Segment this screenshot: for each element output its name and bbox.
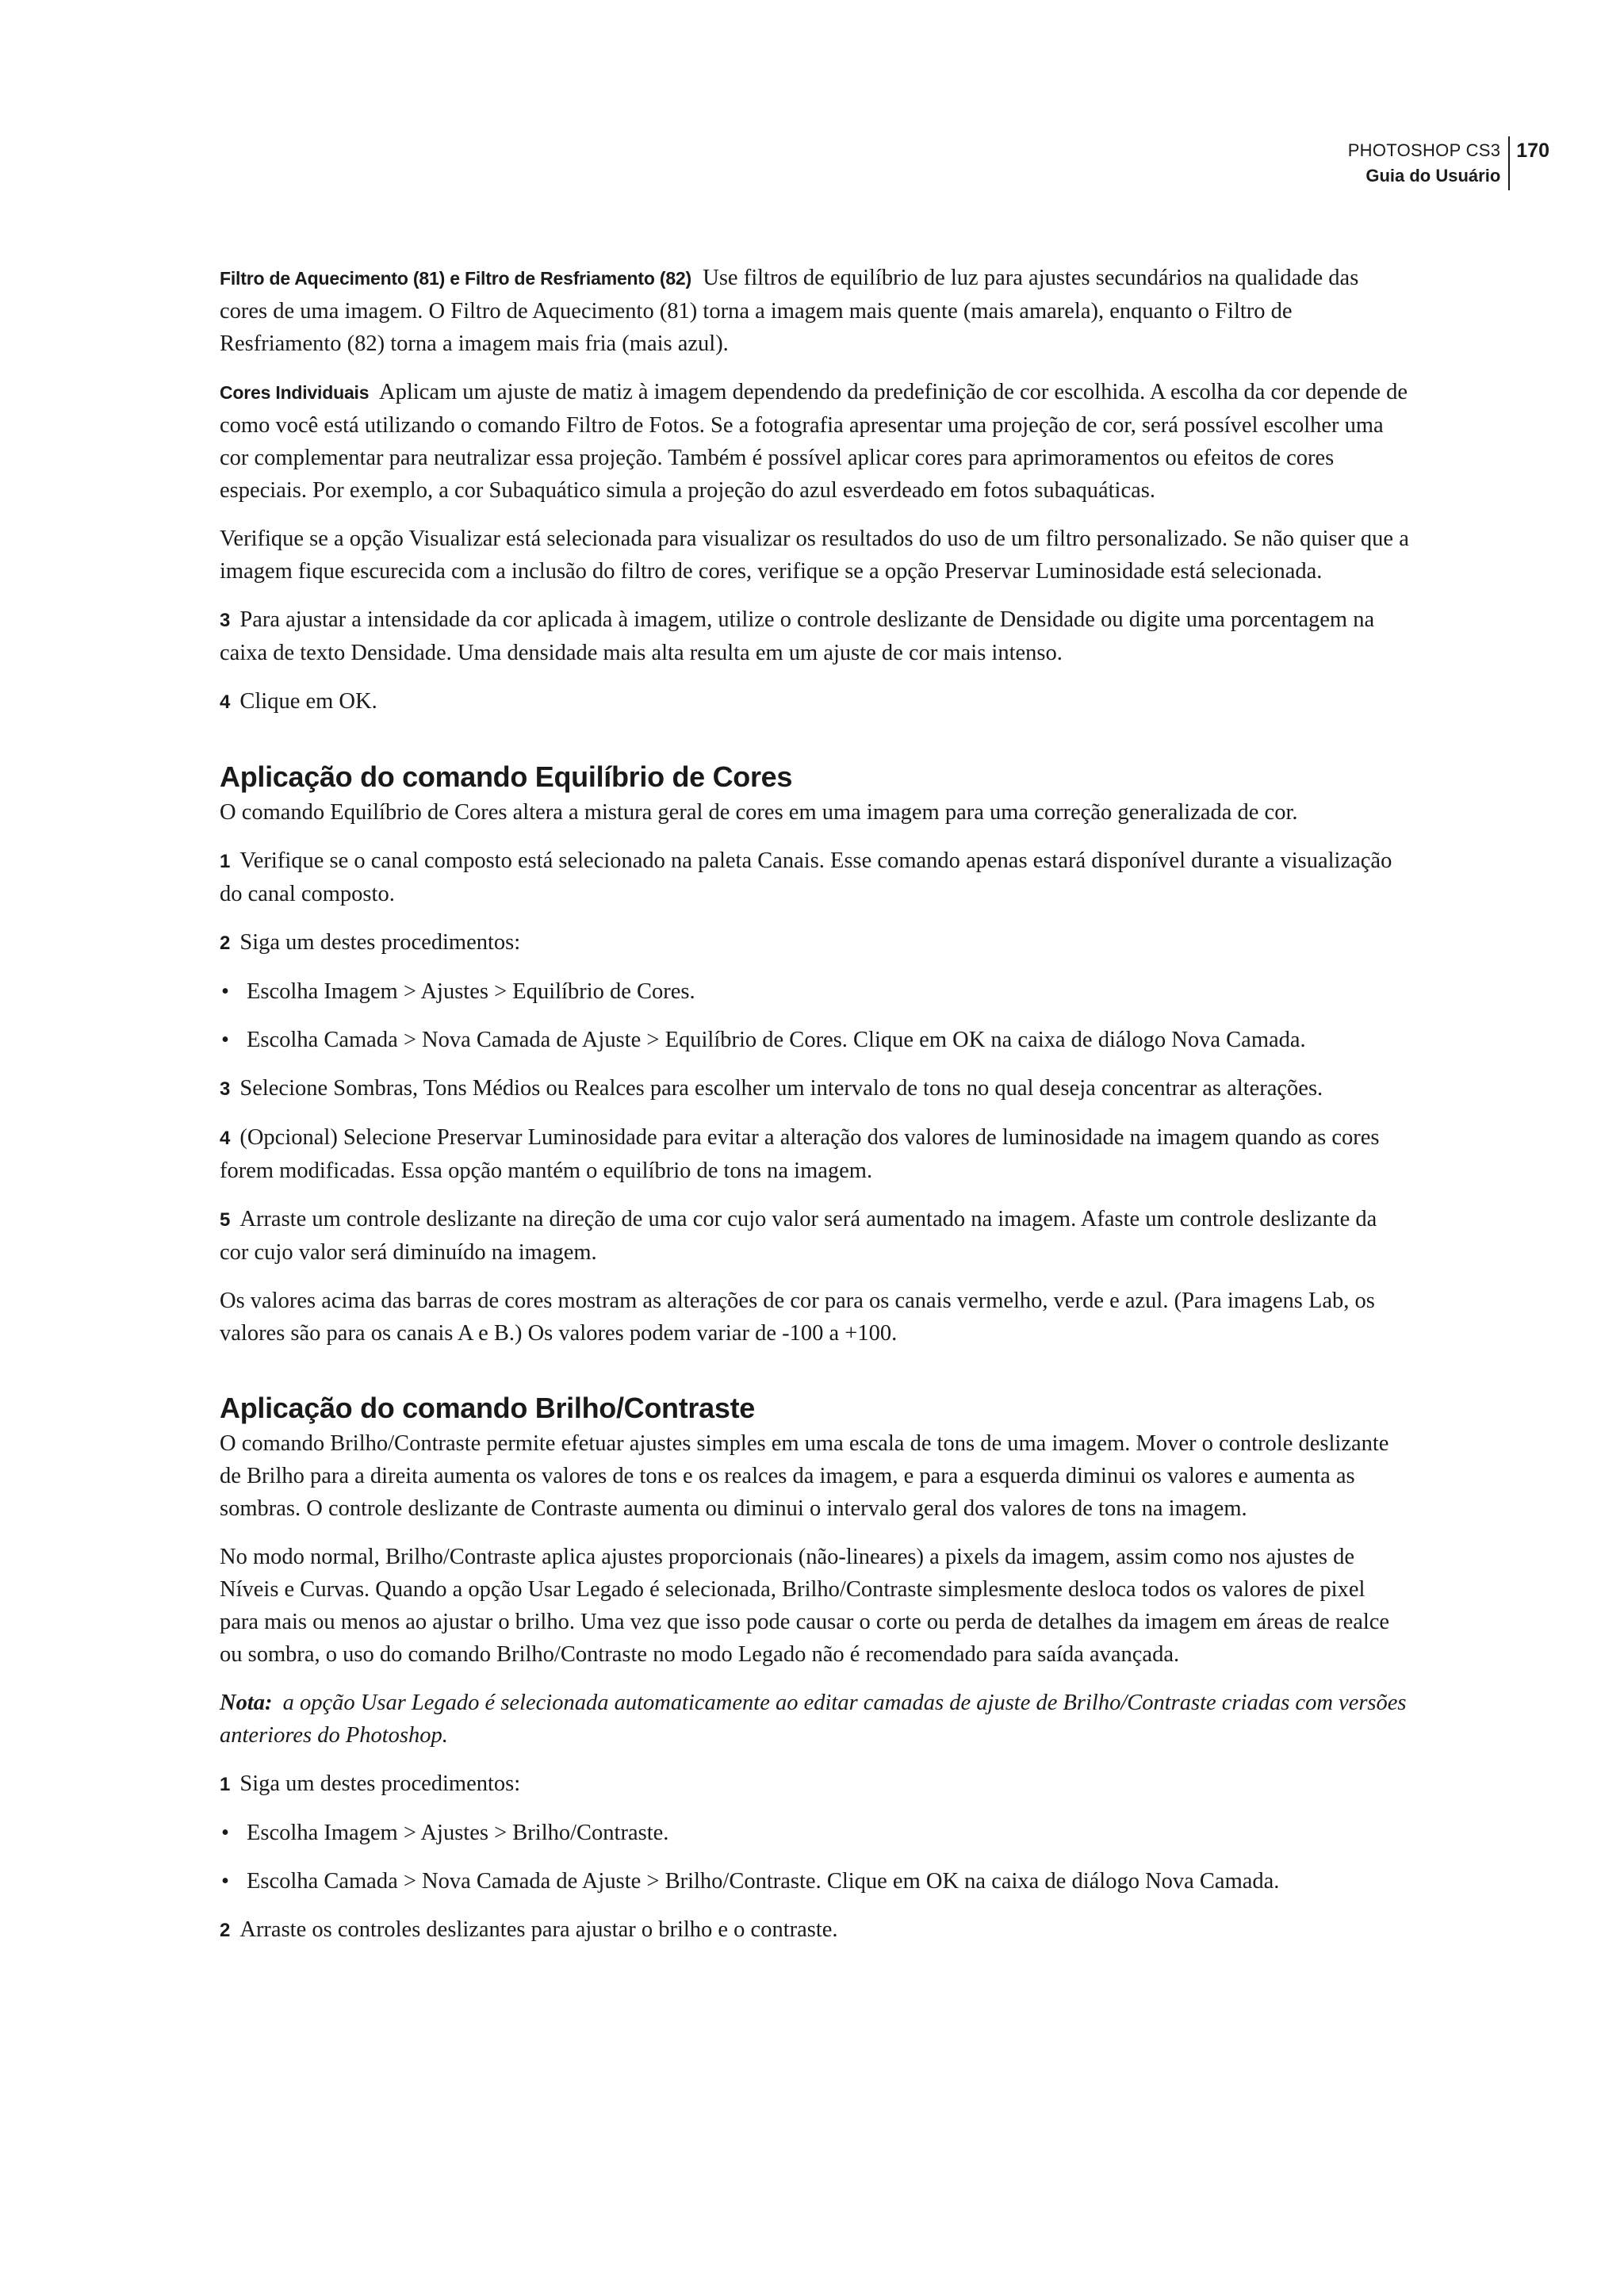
note xyxy=(220,1687,1409,1752)
step-number: 4 xyxy=(220,1128,231,1149)
step-item xyxy=(220,1203,1409,1269)
step-text: Verifique se o canal composto está selecionado na paleta Canais. Esse comando apenas estará disponível durante a visualização do canal composto. xyxy=(220,848,1392,906)
note-text: a opção Usar Legado é selecionada automaticamente ao editar camadas de ajuste de Brilho/Contraste criadas com versões anteriores do Photoshop. xyxy=(220,1691,1407,1748)
step-number: 2 xyxy=(220,933,231,954)
step-number: 5 xyxy=(220,1209,231,1231)
step-text: Para ajustar a intensidade da cor aplicada à imagem, utilize o controle deslizante de Densidade ou digite uma porcentagem na caixa de texto Densidade. Uma densidade mais alta resulta em um ajuste de cor mais intenso. xyxy=(220,607,1375,665)
step-item xyxy=(220,1767,1409,1801)
step-number: 1 xyxy=(220,1774,231,1795)
bullet-text: Escolha Camada > Nova Camada de Ajuste > Equilíbrio de Cores. Clique em OK na caixa de diálogo Nova Camada. xyxy=(247,1028,1306,1052)
step-text: Clique em OK. xyxy=(239,689,377,714)
running-header xyxy=(1348,138,1549,190)
section-intro: O comando Brilho/Contraste permite efetuar ajustes simples em uma escala de tons de uma imagem. Mover o controle deslizante de Brilho para a direita aumenta os valores de tons e os realces da imagem, e para a esquerda diminui os valores e aumenta as sombras. O controle deslizante de Contraste aumenta ou diminui o intervalo geral dos valores de tons na imagem. xyxy=(220,1431,1389,1521)
header-product: PHOTOSHOP CS3 xyxy=(1347,140,1501,160)
bullet-glyph: • xyxy=(221,1869,229,1894)
step-text: Arraste um controle deslizante na direção de uma cor cujo valor será aumentado na imagem. Afaste um controle deslizante da cor cujo valor será diminuído na imagem. xyxy=(220,1207,1377,1265)
step-item xyxy=(220,603,1409,669)
body-paragraph: Verifique se a opção Visualizar está selecionada para visualizar os resultados do uso de um filtro personalizado. Se não quiser que a imagem fique escurecida com a inclusão do filtro de cores, verifique se a opção Preservar Luminosidade está selecionada. xyxy=(220,527,1409,584)
bullet-glyph: • xyxy=(221,1028,229,1052)
section-heading-brightness-contrast: Aplicação do comando Brilho/Contraste xyxy=(220,1392,755,1424)
definition-text: Aplicam um ajuste de matiz à imagem dependendo da predefinição de cor escolhida. A escolha da cor depende de como você está utilizando o comando Filtro de Fotos. Se a fotografia apresentar uma projeção de cor, será possível escolher uma cor complementar para neutralizar essa projeção. Também é possível aplicar cores para aprimoramentos ou efeitos de cores especiais. Por exemplo, a cor Subaquático simula a projeção do azul esverdeado em fotos subaquáticas. xyxy=(220,380,1408,503)
step-text: Selecione Sombras, Tons Médios ou Realces para escolher um intervalo de tons no qual deseja concentrar as alterações. xyxy=(239,1076,1323,1101)
step-item xyxy=(220,1072,1409,1105)
header-title-block xyxy=(1348,138,1509,189)
definition-term: Filtro de Aquecimento (81) e Filtro de Resfriamento (82) xyxy=(220,268,691,289)
bullet-item xyxy=(220,1865,1409,1898)
step-item xyxy=(220,1121,1409,1187)
body-paragraph: No modo normal, Brilho/Contraste aplica ajustes proporcionais (não-lineares) a pixels da imagem, assim como nos ajustes de Níveis e Curvas. Quando a opção Usar Legado é selecionada, Brilho/Contraste simplesmente desloca todos os valores de pixel para mais ou menos ao ajustar o brilho. Uma vez que isso pode causar o corte ou perda de detalhes da imagem em áreas de realce ou sombra, o uso do comando Brilho/Contraste no modo Legado não é recomendado para saída avançada. xyxy=(220,1545,1390,1667)
step-number: 3 xyxy=(220,1078,231,1100)
definition-warming-filter xyxy=(220,262,1409,360)
step-text: Arraste os controles deslizantes para ajustar o brilho e o contraste. xyxy=(239,1917,838,1942)
note-label: Nota: xyxy=(220,1691,273,1715)
step-number: 4 xyxy=(220,691,231,713)
page-number: 170 xyxy=(1516,140,1549,162)
step-number: 1 xyxy=(220,851,231,872)
step-number: 3 xyxy=(220,610,231,631)
step-item xyxy=(220,926,1409,959)
step-text: Siga um destes procedimentos: xyxy=(239,1771,521,1796)
step-item xyxy=(220,844,1409,910)
bullet-glyph: • xyxy=(221,1821,229,1845)
step-text: Siga um destes procedimentos: xyxy=(239,930,521,955)
page-content xyxy=(220,262,1409,1963)
definition-text: Use filtros de equilíbrio de luz para ajustes secundários na qualidade das cores de uma imagem. O Filtro de Aquecimento (81) torna a imagem mais quente (mais amarela), enquanto o Filtro de Resfriamento (82) torna a imagem mais fria (mais azul). xyxy=(220,266,1359,356)
bullet-text: Escolha Camada > Nova Camada de Ajuste > Brilho/Contraste. Clique em OK na caixa de diálogo Nova Camada. xyxy=(247,1869,1280,1894)
section-intro: O comando Equilíbrio de Cores altera a mistura geral de cores em uma imagem para uma correção generalizada de cor. xyxy=(220,800,1298,825)
bullet-text: Escolha Imagem > Ajustes > Equilíbrio de Cores. xyxy=(247,979,695,1004)
bullet-glyph: • xyxy=(221,979,229,1004)
section-heading-color-balance: Aplicação do comando Equilíbrio de Cores xyxy=(220,760,793,793)
step-number: 2 xyxy=(220,1920,231,1941)
bullet-item xyxy=(220,1817,1409,1849)
step-text: (Opcional) Selecione Preservar Luminosidade para evitar a alteração dos valores de luminosidade na imagem quando as cores forem modificadas. Essa opção mantém o equilíbrio de tons na imagem. xyxy=(220,1125,1380,1183)
definition-term: Cores Individuais xyxy=(220,382,370,403)
bullet-text: Escolha Imagem > Ajustes > Brilho/Contraste. xyxy=(247,1821,669,1845)
bullet-item xyxy=(220,1024,1409,1056)
definition-individual-colors xyxy=(220,376,1409,507)
bullet-item xyxy=(220,975,1409,1008)
step-item xyxy=(220,1913,1409,1947)
header-guide: Guia do Usuário xyxy=(1365,166,1501,186)
body-paragraph: Os valores acima das barras de cores mostram as alterações de cor para os canais vermelho, verde e azul. (Para imagens Lab, os valores são para os canais A e B.) Os valores podem variar de -100 a +100. xyxy=(220,1289,1375,1346)
step-item xyxy=(220,685,1409,718)
